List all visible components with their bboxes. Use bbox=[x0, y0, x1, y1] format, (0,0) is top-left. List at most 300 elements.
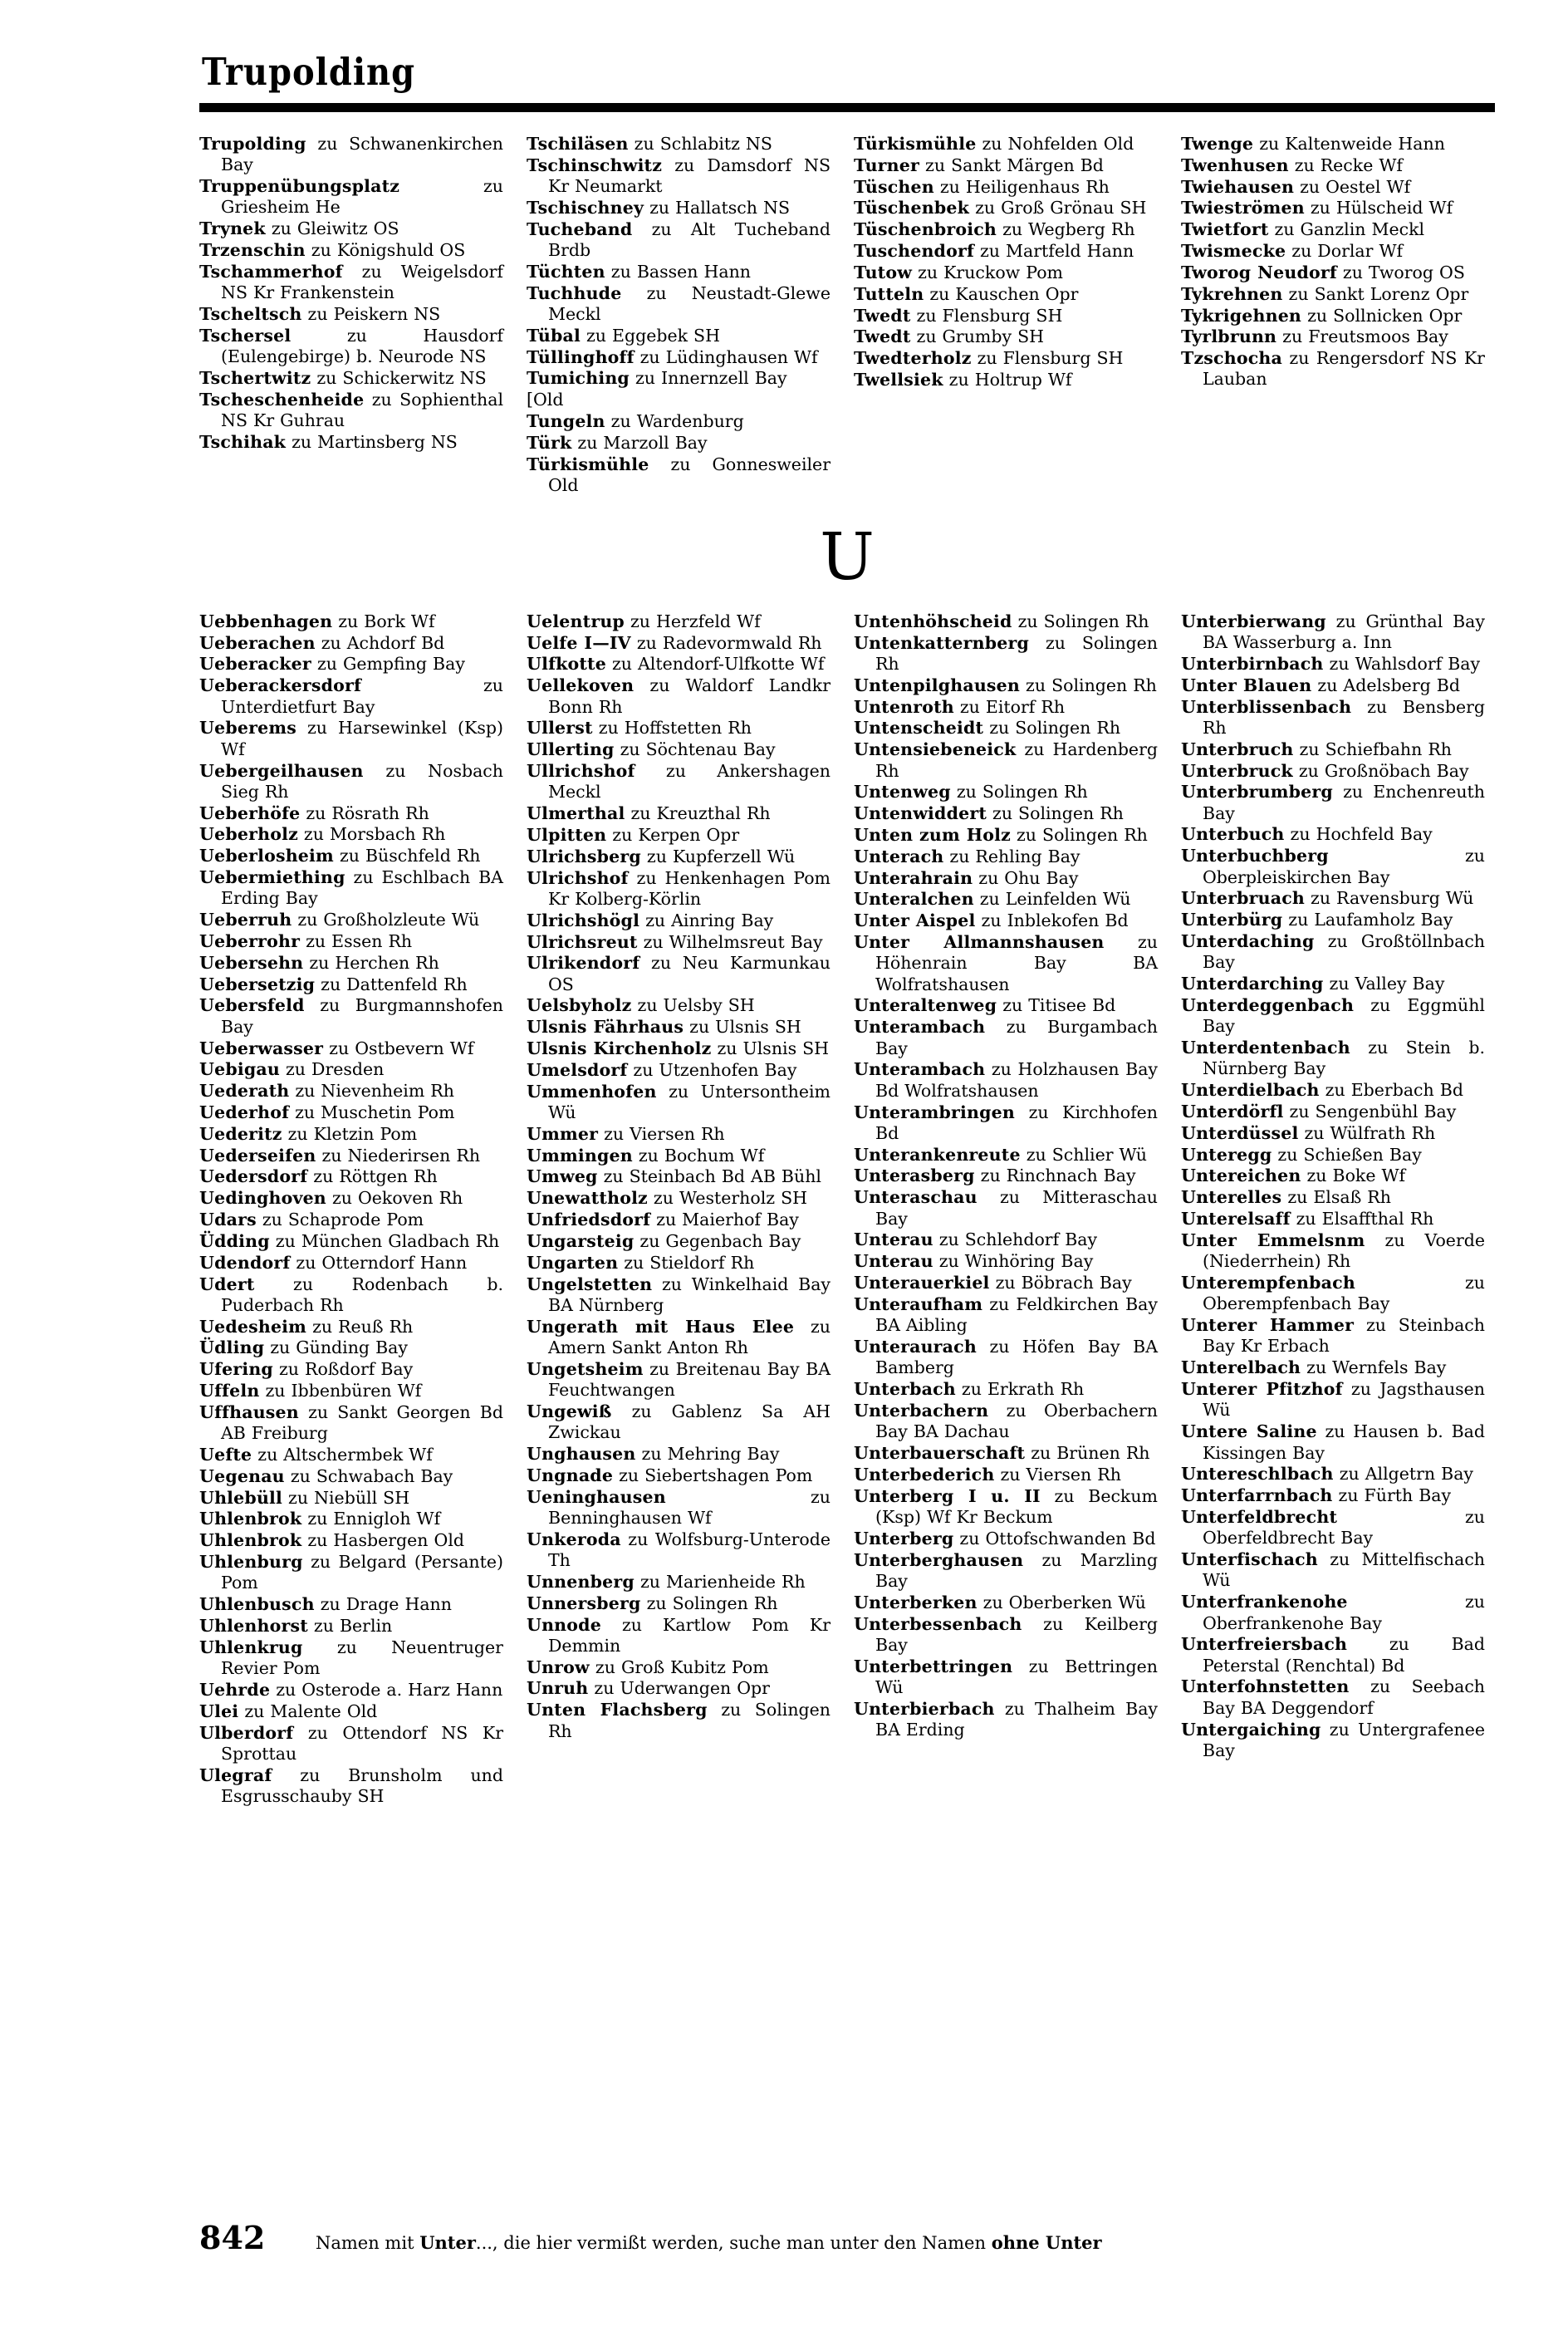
entry-keyword: Ueberackersdorf bbox=[199, 675, 362, 696]
entry-reference: zu Voerde (Niederrhein) Rh bbox=[1203, 1229, 1485, 1272]
entry-keyword: Uebermiething bbox=[199, 867, 345, 888]
entry-keyword: Unterer Hammer bbox=[1181, 1315, 1355, 1336]
entry-keyword: Unterelbach bbox=[1181, 1357, 1301, 1378]
gazetteer-entry bbox=[527, 1274, 831, 1317]
entry-keyword: Unterbessenbach bbox=[854, 1613, 1022, 1634]
entry-keyword: Twedterholz bbox=[854, 348, 972, 369]
entry-keyword: Untenhöhscheid bbox=[854, 611, 1012, 631]
entry-reference: zu Henkenhagen Pom Kr Kolberg-Körlin bbox=[548, 867, 831, 909]
gazetteer-entry bbox=[527, 1572, 831, 1593]
entry-column bbox=[199, 611, 503, 1808]
entry-keyword: Unterauerkiel bbox=[854, 1273, 990, 1293]
gazetteer-entry bbox=[199, 262, 503, 304]
entry-reference: zu Schlier Wü bbox=[1020, 1144, 1147, 1165]
entry-keyword: Untensiebeneick bbox=[854, 739, 1017, 760]
entry-keyword: Unten zum Holz bbox=[854, 824, 1011, 845]
entry-reference: zu Reuß Rh bbox=[306, 1316, 414, 1337]
entry-reference: zu Kauschen Opr bbox=[924, 283, 1079, 304]
entry-keyword: Untenweg bbox=[854, 782, 951, 802]
gazetteer-entry bbox=[1181, 995, 1485, 1038]
entry-keyword: Ueberacker bbox=[199, 654, 311, 675]
entry-keyword: Unteralchen bbox=[854, 889, 974, 910]
gazetteer-entry bbox=[527, 1444, 831, 1465]
entry-reference: zu Ganzlin Meckl bbox=[1268, 219, 1425, 240]
gazetteer-entry bbox=[854, 889, 1158, 910]
entry-keyword: Ummenhofen bbox=[527, 1081, 657, 1102]
entry-reference: zu Niebüll SH bbox=[282, 1487, 410, 1508]
entry-keyword: Uhlenbrok bbox=[199, 1530, 302, 1551]
entry-keyword: Unterdörfl bbox=[1181, 1102, 1284, 1121]
entry-keyword: Unnersberg bbox=[527, 1593, 641, 1613]
entry-reference: zu Wardenburg bbox=[605, 411, 744, 432]
entry-reference: zu Flensburg SH bbox=[971, 348, 1124, 369]
gazetteer-entry bbox=[1181, 1315, 1485, 1357]
entry-keyword: Untereschlbach bbox=[1181, 1464, 1334, 1485]
entry-reference: zu Sengenbühl Bay bbox=[1283, 1102, 1457, 1121]
entry-reference: zu Gempfing Bay bbox=[311, 654, 465, 675]
gazetteer-entry bbox=[527, 1124, 831, 1145]
entry-reference: zu Oberfeldbrecht Bay bbox=[1203, 1506, 1485, 1548]
gazetteer-entry bbox=[854, 1102, 1158, 1145]
gazetteer-entry bbox=[1181, 198, 1485, 218]
entry-keyword: Uhlenbusch bbox=[199, 1594, 315, 1615]
entry-keyword: Unterbierwang bbox=[1181, 611, 1326, 631]
entry-reference: zu Oekoven Rh bbox=[326, 1188, 463, 1209]
entry-reference: zu Sankt Lorenz Opr bbox=[1282, 283, 1469, 304]
entry-keyword: Unteraufham bbox=[854, 1293, 983, 1314]
entry-keyword: Ueberruh bbox=[199, 910, 292, 930]
entry-reference: zu Ibbenbüren Wf bbox=[259, 1381, 422, 1401]
gazetteer-entry bbox=[854, 1465, 1158, 1485]
entry-reference: zu Solingen Rh bbox=[548, 1700, 831, 1741]
gazetteer-entry bbox=[1181, 1145, 1485, 1166]
entry-keyword: Ueberlosheim bbox=[199, 846, 334, 866]
gazetteer-entry bbox=[1181, 1187, 1485, 1208]
entry-keyword: Tungeln bbox=[527, 411, 605, 432]
entry-keyword: Udendorf bbox=[199, 1252, 291, 1273]
entry-keyword: Unterbauerschaft bbox=[854, 1443, 1026, 1463]
entry-keyword: Ulrichshögl bbox=[527, 910, 640, 930]
entry-reference: zu Leinfelden Wü bbox=[973, 889, 1131, 910]
entry-keyword: Unter Allmannshausen bbox=[854, 932, 1105, 952]
entry-keyword: Twellsiek bbox=[854, 369, 943, 390]
entry-keyword: Uehrde bbox=[199, 1679, 271, 1700]
entry-reference: zu Winkelhaid Bay BA Nürnberg bbox=[548, 1274, 831, 1315]
entry-reference: zu Maierhof Bay bbox=[650, 1210, 799, 1230]
entry-keyword: Twismecke bbox=[1181, 241, 1286, 262]
gazetteer-entry bbox=[527, 1146, 831, 1166]
entry-keyword: Uebersetzig bbox=[199, 974, 316, 994]
entry-reference: zu Hardenberg Rh bbox=[875, 739, 1158, 781]
gazetteer-entry bbox=[199, 176, 503, 218]
gazetteer-entry bbox=[199, 867, 503, 910]
gazetteer-entry bbox=[199, 718, 503, 760]
entry-reference: zu Kreuzthal Rh bbox=[625, 803, 771, 824]
entry-keyword: Unterbederich bbox=[854, 1464, 995, 1485]
gazetteer-entry bbox=[1181, 177, 1485, 198]
entry-keyword: Turner bbox=[854, 155, 920, 175]
running-head: Trupolding bbox=[202, 50, 416, 95]
gazetteer-entry bbox=[527, 803, 831, 824]
entry-keyword: Tschiläsen bbox=[527, 134, 629, 154]
entry-keyword: Ungetsheim bbox=[527, 1358, 644, 1379]
entry-reference: zu Steinbach Bay Kr Erbach bbox=[1203, 1315, 1485, 1357]
entry-keyword: Unterasberg bbox=[854, 1166, 975, 1186]
page-footer bbox=[199, 2219, 1495, 2256]
entry-keyword: Tyrlbrunn bbox=[1181, 326, 1277, 347]
entry-keyword: Uebergeilhausen bbox=[199, 760, 364, 781]
entry-keyword: Uhlenhorst bbox=[199, 1616, 308, 1636]
entry-keyword: Uederseifen bbox=[199, 1145, 316, 1166]
entry-reference: zu Eberbach Bd bbox=[1319, 1080, 1463, 1101]
gazetteer-entry bbox=[199, 931, 503, 952]
entry-keyword: Ueberhöfe bbox=[199, 802, 301, 823]
gazetteer-entry bbox=[527, 1253, 831, 1274]
entry-keyword: Ungewiß bbox=[527, 1401, 612, 1421]
gazetteer-entry bbox=[199, 304, 503, 325]
entry-reference: zu Oestel Wf bbox=[1294, 176, 1411, 197]
entry-keyword: Ufering bbox=[199, 1359, 273, 1380]
entry-reference: zu Stieldorf Rh bbox=[618, 1252, 755, 1273]
entry-reference: zu Kerpen Opr bbox=[606, 824, 740, 845]
entry-keyword: Unterelles bbox=[1181, 1187, 1282, 1208]
gazetteer-entry bbox=[854, 1614, 1158, 1656]
entry-keyword: Uhlenbrok bbox=[199, 1509, 302, 1529]
gazetteer-entry bbox=[527, 847, 831, 867]
gazetteer-entry bbox=[199, 134, 503, 176]
entry-reference: zu Schießen Bay bbox=[1272, 1144, 1422, 1165]
entry-reference: zu Viersen Rh bbox=[598, 1123, 725, 1144]
entry-reference: zu Groß Grönau SH bbox=[969, 198, 1147, 218]
entry-reference: zu Morsbach Rh bbox=[297, 824, 446, 845]
entry-reference: zu Essen Rh bbox=[300, 931, 413, 951]
gazetteer-entry bbox=[1181, 910, 1485, 930]
entry-keyword: Tscheltsch bbox=[199, 304, 302, 324]
gazetteer-entry bbox=[527, 1529, 831, 1572]
entry-reference: zu Fürth Bay bbox=[1332, 1485, 1452, 1506]
entry-keyword: Unterbierbach bbox=[854, 1698, 995, 1719]
entry-reference: zu Marzling Bay bbox=[875, 1549, 1158, 1591]
entry-reference: zu Oberberken Wü bbox=[977, 1592, 1146, 1612]
entry-reference: zu Wülfrath Rh bbox=[1298, 1122, 1436, 1143]
entry-keyword: Unterberken bbox=[854, 1592, 978, 1612]
entry-keyword: Tutteln bbox=[854, 283, 924, 304]
gazetteer-entry bbox=[854, 1486, 1158, 1529]
gazetteer-entry bbox=[1181, 1720, 1485, 1762]
entry-reference: zu Kirchhofen Bd bbox=[875, 1102, 1158, 1143]
entry-keyword: Unterdaching bbox=[1181, 931, 1315, 951]
entry-keyword: Unterdüssel bbox=[1181, 1122, 1299, 1143]
entry-keyword: Unterfischach bbox=[1181, 1549, 1318, 1570]
entry-reference: zu Eggmühl Bay bbox=[1203, 994, 1485, 1037]
entry-reference: zu Kaltenweide Hann bbox=[1253, 134, 1445, 154]
gazetteer-entry bbox=[527, 611, 831, 632]
entry-reference: zu Sankt Georgen Bd AB Freiburg bbox=[221, 1401, 503, 1444]
gazetteer-entry bbox=[527, 825, 831, 846]
entry-reference: zu Winhöring Bay bbox=[933, 1251, 1094, 1272]
entry-reference: zu Solingen Rh bbox=[640, 1593, 778, 1613]
entry-keyword: Unruh bbox=[527, 1678, 589, 1699]
entry-keyword: Ulrikendorf bbox=[527, 953, 640, 974]
entry-reference: zu Ankershagen Meckl bbox=[548, 761, 831, 802]
entry-keyword: Ummer bbox=[527, 1123, 599, 1144]
entry-keyword: Ueberachen bbox=[199, 632, 316, 653]
entry-reference: zu Oberempfenbach Bay bbox=[1203, 1273, 1485, 1314]
entry-keyword: Tüchten bbox=[527, 261, 605, 282]
gazetteer-entry bbox=[854, 932, 1158, 995]
entry-keyword: Tykrehnen bbox=[1181, 283, 1283, 304]
gazetteer-entry bbox=[527, 1038, 831, 1059]
entry-reference: zu Weigelsdorf NS Kr Frankenstein bbox=[221, 261, 503, 303]
entry-reference: zu Holzhausen Bay Bd Wolfratshausen bbox=[875, 1059, 1158, 1101]
entry-reference: zu Gegenbach Bay bbox=[634, 1230, 801, 1251]
entry-reference: zu Untersontheim Wü bbox=[548, 1081, 831, 1122]
entry-reference: zu Bad Peterstal (Renchtal) Bd bbox=[1203, 1634, 1485, 1676]
entry-reference: zu Solingen Rh bbox=[1020, 675, 1157, 695]
entry-reference: zu Kupferzell Wü bbox=[640, 846, 796, 866]
entry-reference: zu Waldorf Landkr Bonn Rh bbox=[548, 675, 831, 717]
entry-keyword: Uedesheim bbox=[199, 1316, 307, 1337]
gazetteer-entry bbox=[199, 761, 503, 803]
entry-keyword: Unterberg bbox=[854, 1528, 954, 1548]
footer-note-middle: ..., die hier vermißt werden, suche man unter den Namen bbox=[475, 2233, 992, 2253]
gazetteer-entry bbox=[199, 1210, 503, 1230]
entry-keyword: Untenwiddert bbox=[854, 803, 987, 824]
gazetteer-entry bbox=[199, 218, 503, 239]
entry-reference: zu Westerholz SH bbox=[647, 1188, 808, 1209]
entry-reference: zu Siebertshagen Pom bbox=[613, 1465, 813, 1485]
entry-reference: zu Lüdinghausen Wf bbox=[634, 346, 818, 367]
entry-keyword: Ungnade bbox=[527, 1465, 614, 1485]
gazetteer-entry bbox=[854, 177, 1158, 198]
entry-reference: zu Rodenbach b. Puderbach Rh bbox=[221, 1274, 503, 1315]
entry-reference: zu Großnöbach Bay bbox=[1292, 760, 1469, 781]
entry-reference: zu Malente Old bbox=[238, 1701, 378, 1721]
entry-keyword: Ueberrohr bbox=[199, 931, 301, 951]
gazetteer-entry bbox=[527, 1657, 831, 1678]
gazetteer-entry bbox=[1181, 241, 1485, 262]
gazetteer-entry bbox=[199, 633, 503, 654]
entry-keyword: Tschischney bbox=[527, 197, 644, 218]
entry-keyword: Tscheschenheide bbox=[199, 389, 365, 410]
gazetteer-entry bbox=[1181, 1485, 1485, 1506]
entry-keyword: Uefte bbox=[199, 1445, 252, 1465]
gazetteer-entry bbox=[527, 1210, 831, 1230]
gazetteer-entry bbox=[199, 1765, 503, 1808]
gazetteer-entry bbox=[854, 1550, 1158, 1593]
gazetteer-entry bbox=[854, 348, 1158, 369]
entry-keyword: Uederitz bbox=[199, 1123, 282, 1144]
gazetteer-entry bbox=[527, 347, 831, 368]
gazetteer-entry bbox=[527, 761, 831, 803]
entry-keyword: Twedt bbox=[854, 326, 911, 347]
entry-reference: zu Utzenhofen Bay bbox=[627, 1059, 797, 1080]
entry-reference: zu Solingen Rh bbox=[950, 782, 1088, 802]
gazetteer-entry bbox=[854, 306, 1158, 326]
entry-reference: zu Grünthal Bay BA Wasserburg a. Inn bbox=[1203, 611, 1485, 653]
entry-reference: zu Untergrafenee Bay bbox=[1203, 1719, 1485, 1760]
entry-reference: zu Rehling Bay bbox=[943, 846, 1080, 866]
entry-keyword: Tüschenbroich bbox=[854, 219, 997, 240]
entry-keyword: Tuchhude bbox=[527, 282, 622, 303]
entry-keyword: Unterbach bbox=[854, 1379, 956, 1400]
entry-reference: zu Wahlsdorf Bay bbox=[1323, 653, 1481, 674]
entry-reference: zu Solingen Rh bbox=[987, 803, 1124, 824]
gazetteer-entry bbox=[1181, 739, 1485, 760]
entry-keyword: Ueberwasser bbox=[199, 1038, 324, 1058]
entry-reference: zu Viersen Rh bbox=[994, 1464, 1121, 1485]
entry-reference: zu Altendorf-Ulfkotte Wf bbox=[605, 654, 825, 675]
entry-keyword: Untergaiching bbox=[1181, 1719, 1321, 1740]
entry-keyword: Tschersel bbox=[199, 325, 292, 346]
gazetteer-entry bbox=[199, 432, 503, 453]
entry-reference: zu Rengersdorf NS Kr Lauban bbox=[1203, 348, 1485, 390]
gazetteer-entry bbox=[854, 1251, 1158, 1272]
gazetteer-entry bbox=[854, 1401, 1158, 1443]
entry-reference: zu Elsaffthal Rh bbox=[1290, 1209, 1434, 1229]
entry-reference: zu Söchtenau Bay bbox=[614, 739, 776, 760]
entry-reference: zu Burgambach Bay bbox=[875, 1017, 1158, 1058]
entry-reference: zu Griesheim He bbox=[221, 176, 503, 218]
entry-keyword: Unten Flachsberg bbox=[527, 1700, 708, 1720]
gazetteer-entry bbox=[1181, 931, 1485, 974]
header-rule bbox=[199, 103, 1495, 112]
entry-keyword: Tüllinghoff bbox=[527, 346, 635, 367]
gazetteer-entry bbox=[527, 868, 831, 910]
footer-note-bold-unter: Unter bbox=[419, 2232, 476, 2253]
entry-reference: zu Röttgen Rh bbox=[307, 1166, 438, 1187]
entry-reference: zu Breitenau Bay BA Feuchtwangen bbox=[548, 1358, 831, 1401]
gazetteer-entry bbox=[527, 1615, 831, 1657]
entry-keyword: Ungelstetten bbox=[527, 1274, 653, 1294]
gazetteer-entry bbox=[199, 1359, 503, 1380]
entry-reference: zu Damsdorf NS Kr Neumarkt bbox=[548, 155, 831, 197]
gazetteer-entry bbox=[527, 155, 831, 198]
entry-keyword: Uedersdorf bbox=[199, 1166, 308, 1187]
entry-keyword: Unter Blauen bbox=[1181, 675, 1312, 695]
gazetteer-entry bbox=[854, 825, 1158, 846]
entry-reference: zu Keilberg Bay bbox=[875, 1613, 1158, 1655]
entry-reference: zu Günding Bay bbox=[264, 1337, 408, 1358]
entry-keyword: Twiehausen bbox=[1181, 176, 1295, 197]
entry-reference: zu Oberfrankenohe Bay bbox=[1203, 1592, 1485, 1633]
gazetteer-entry bbox=[199, 1231, 503, 1252]
entry-reference: zu Elsaß Rh bbox=[1281, 1187, 1391, 1208]
gazetteer-entry bbox=[199, 1616, 503, 1637]
entry-reference: zu Dorlar Wf bbox=[1286, 241, 1404, 262]
entry-reference: zu Großtöllnbach Bay bbox=[1203, 931, 1485, 973]
entry-reference: zu Kletzin Pom bbox=[282, 1123, 418, 1144]
entry-reference: zu Wilhelmsreut Bay bbox=[637, 931, 823, 952]
gazetteer-entry bbox=[199, 1445, 503, 1465]
entry-keyword: Ulfkotte bbox=[527, 654, 606, 675]
entry-keyword: Twietfort bbox=[1181, 219, 1269, 240]
gazetteer-entry bbox=[854, 241, 1158, 262]
gazetteer-entry bbox=[199, 1124, 503, 1145]
entry-keyword: Unterbürg bbox=[1181, 910, 1283, 930]
entry-reference: [Old bbox=[527, 390, 564, 410]
entry-reference: zu Oberbachern Bay BA Dachau bbox=[875, 1400, 1158, 1442]
gazetteer-entry bbox=[199, 1146, 503, 1166]
entry-keyword: Umweg bbox=[527, 1166, 598, 1187]
entry-keyword: Ulegraf bbox=[199, 1764, 272, 1785]
gazetteer-entry bbox=[854, 219, 1158, 240]
gazetteer-entry bbox=[854, 995, 1158, 1016]
entry-reference: zu Rinchnach Bay bbox=[974, 1166, 1136, 1186]
entry-reference: zu Nohfelden Old bbox=[976, 134, 1134, 154]
entry-reference: zu Seebach Bay BA Deggendorf bbox=[1203, 1676, 1485, 1718]
gazetteer-entry bbox=[199, 1723, 503, 1765]
entry-reference: zu Grumby SH bbox=[910, 326, 1044, 347]
gazetteer-entry bbox=[199, 974, 503, 995]
entry-reference: zu Neu Karmunkau OS bbox=[548, 953, 831, 994]
gazetteer-entry bbox=[527, 633, 831, 654]
entry-reference: zu Titisee Bd bbox=[997, 995, 1116, 1016]
entry-keyword: Ullrichshof bbox=[527, 761, 635, 781]
gazetteer-entry bbox=[854, 868, 1158, 889]
gazetteer-entry bbox=[1181, 219, 1485, 240]
gazetteer-entry bbox=[199, 1102, 503, 1123]
entry-reference: zu Dresden bbox=[279, 1059, 385, 1080]
gazetteer-entry bbox=[1181, 1230, 1485, 1273]
entry-keyword: Uelentrup bbox=[527, 611, 625, 631]
entry-reference: zu Freutsmoos Bay bbox=[1276, 326, 1448, 347]
entry-keyword: Tschertwitz bbox=[199, 367, 311, 388]
entry-reference: zu Berlin bbox=[307, 1616, 393, 1636]
entry-keyword: Unterelsaff bbox=[1181, 1209, 1291, 1229]
entry-reference: zu Holtrup Wf bbox=[943, 369, 1072, 390]
entry-keyword: Unterahrain bbox=[854, 867, 973, 888]
entry-reference: zu Hausdorf (Eulengebirge) b. Neurode NS bbox=[221, 325, 503, 367]
section-u-columns bbox=[199, 611, 1495, 1808]
entry-reference: zu Alt Tucheband Brdb bbox=[548, 218, 831, 261]
gazetteer-entry bbox=[854, 1187, 1158, 1229]
entry-reference: zu Niederirsen Rh bbox=[316, 1145, 481, 1166]
entry-keyword: Tworog Neudorf bbox=[1181, 262, 1337, 282]
gazetteer-entry bbox=[1181, 974, 1485, 994]
entry-reference: zu Sankt Märgen Bd bbox=[919, 155, 1104, 175]
entry-reference: zu Hülscheid Wf bbox=[1304, 198, 1453, 218]
gazetteer-entry bbox=[199, 240, 503, 261]
gazetteer-entry bbox=[1181, 888, 1485, 909]
gazetteer-entry bbox=[527, 1487, 831, 1529]
gazetteer-entry bbox=[527, 1678, 831, 1699]
gazetteer-entry bbox=[854, 1656, 1158, 1699]
gazetteer-entry bbox=[527, 1317, 831, 1359]
entry-reference: zu Schwanenkirchen Bay bbox=[221, 134, 503, 175]
entry-reference: zu Amern Sankt Anton Rh bbox=[548, 1316, 831, 1357]
entry-keyword: Udert bbox=[199, 1274, 255, 1294]
gazetteer-entry bbox=[199, 654, 503, 675]
entry-reference: zu Ravensburg Wü bbox=[1305, 888, 1474, 909]
entry-reference: zu Martinsberg NS bbox=[286, 431, 458, 452]
gazetteer-entry bbox=[527, 1060, 831, 1081]
gazetteer-entry bbox=[1181, 654, 1485, 675]
gazetteer-entry bbox=[854, 1145, 1158, 1166]
gazetteer-entry bbox=[854, 803, 1158, 824]
entry-reference: zu Hasbergen Old bbox=[301, 1530, 465, 1551]
entry-keyword: Unterbrumberg bbox=[1181, 782, 1333, 802]
entry-reference: zu Kartlow Pom Kr Demmin bbox=[548, 1614, 831, 1656]
entry-reference: zu Ostbevern Wf bbox=[323, 1038, 474, 1058]
gazetteer-entry bbox=[854, 1379, 1158, 1400]
gazetteer-entry bbox=[527, 283, 831, 326]
gazetteer-entry bbox=[527, 198, 831, 218]
entry-reference: zu Neustadt-Glewe Meckl bbox=[548, 282, 831, 324]
entry-keyword: Ulrichshof bbox=[527, 867, 629, 888]
entry-reference: zu Gablenz Sa AH Zwickau bbox=[548, 1401, 831, 1443]
entry-reference: zu Drage Hann bbox=[314, 1594, 452, 1615]
